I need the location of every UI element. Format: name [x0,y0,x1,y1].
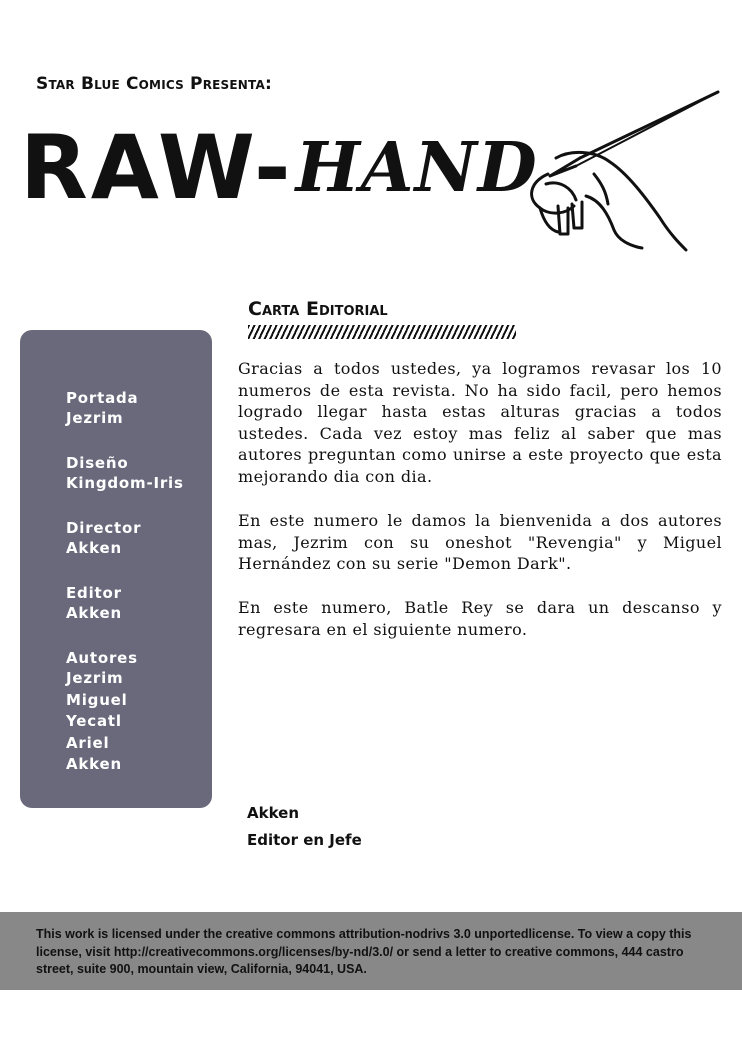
magazine-title [20,118,538,218]
hatch-divider [248,325,516,339]
credit-group [66,453,184,495]
credit-value: Akken [66,539,123,557]
credit-value: Ariel [66,733,110,752]
credit-label: Autores [66,649,138,667]
letter-paragraph-3: En este numero, Batle Rey se dara un descanso y regresara en el siguiente numero. [238,598,722,639]
credit-value: Miguel [66,690,128,709]
signature [247,800,362,854]
credit-value: Kingdom-Iris [66,474,184,492]
credit-group [66,648,138,776]
license-footer [0,912,742,990]
hand-pen-illustration [510,88,724,258]
section-title: Carta Editorial [248,298,388,320]
credit-value: Akken [66,604,123,622]
credit-label: Editor [66,584,122,602]
credit-label: Diseño [66,454,129,472]
credit-group [66,388,138,430]
credit-value: Akken [66,755,123,773]
credit-value: Yecatl [66,712,122,730]
credit-group [66,583,122,625]
magazine-title-hand: HAND [295,128,538,208]
magazine-title-raw: RAW- [20,116,294,219]
credit-value: Jezrim [66,409,124,427]
letter-paragraph-1: Gracias a todos ustedes, ya logramos revasar los 10 numeros de esta revista. No ha sido facil, pero hemos logrado llegar hasta estas alturas gracias a todos ustedes. Cada vez estoy mas feliz al saber que mas autores preguntan como unirse a este proyecto que esta mejorando dia con dia. [238,359,722,486]
publisher-heading: Star Blue Comics Presenta: [36,74,272,94]
credit-label: Portada [66,389,139,407]
license-text: This work is licensed under the creative commons attribution-nodrivs 3.0 unportedlicense. To view a copy this license, visit http://creativecommons.org/licenses/by-nd/3.0/ or send a letter to creative commons, 444 castro street, suite 900, mountain view, California, 94041, USA. [36,927,692,976]
credit-group [66,518,141,560]
letter-paragraph-2: En este numero le damos la bienvenida a dos autores mas, Jezrim con su oneshot "Revengia" y Miguel Hernández con su serie "Demon Dark". [238,511,722,574]
signature-role: Editor en Jefe [247,831,362,849]
credits-panel [20,330,212,808]
signature-name: Akken [247,804,300,822]
credit-value: Jezrim [66,669,124,687]
credit-label: Director [66,519,142,537]
